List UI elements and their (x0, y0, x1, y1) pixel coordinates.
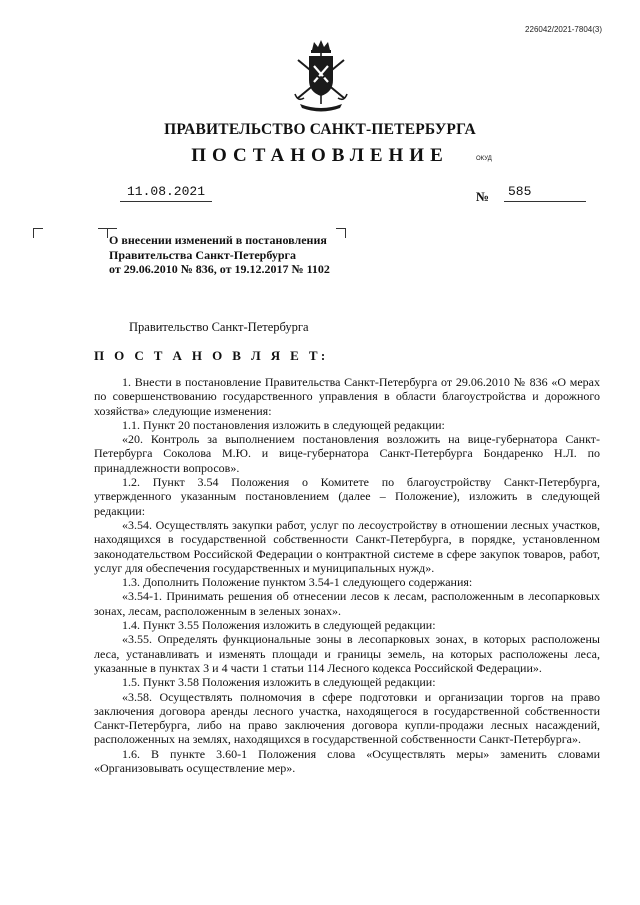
resolves-heading: П О С Т А Н О В Л Я Е Т: (94, 348, 329, 363)
document-date: 11.08.2021 (120, 184, 212, 202)
paragraph: 1.3. Дополнить Положение пунктом 3.54-1 следующего содержания: (122, 575, 473, 590)
document-subject (109, 233, 369, 277)
subject-line: от 29.06.2010 № 836, от 19.12.2017 № 1102 (109, 262, 330, 276)
government-heading: ПРАВИТЕЛЬСТВО САНКТ-ПЕТЕРБУРГА (164, 121, 476, 138)
paragraph: «3.54-1. Принимать решения об отнесении лесов к лесам, расположенным в лесопарковых зонах, лесам, расположенным в зеленых зонах». (94, 589, 600, 618)
number-label: № (476, 189, 490, 204)
paragraph: 1.1. Пункт 20 постановления изложить в следующей редакции: (122, 417, 445, 432)
paragraph: «20. Контроль за выполнением постановления возложить на вице-губернатора Санкт-Петербурга Соколова М.Ю. и вице-губернатора Санкт-Петербурга Бондаренко Н.Л. по принадлежности вопросов». (94, 432, 600, 475)
document-registration-number: 226042/2021-7804(3) (525, 25, 602, 34)
subject-line: О внесении изменений в постановления (109, 233, 327, 247)
corner-mark (33, 228, 43, 238)
okud-label: ОКУД (476, 156, 492, 162)
paragraph: 1. Внести в постановление Правительства Санкт-Петербурга от 29.06.2010 № 836 «О мерах по совершенствованию государственного управления в области благоустройства и дорожного хозяйства» следующие изменения: (94, 375, 600, 418)
subject-line: Правительства Санкт-Петербурга (109, 247, 297, 262)
paragraph: 1.6. В пункте 3.60-1 Положения слова «Осуществлять меры» заменить словами «Организовывать осуществление мер». (94, 746, 600, 776)
paragraph: 1.4. Пункт 3.55 Положения изложить в следующей редакции: (122, 618, 436, 633)
resolution-body (94, 375, 600, 775)
paragraph: «3.54. Осуществлять закупки работ, услуг по лесоустройству в отношении лесных участков, находящихся в государственной собственности Санкт-Петербурга, в порядке, установленном законодательством Российской Федерации о контрактной системе в сфере закупок товаров, работ, услуг для обеспечения государственных и муниципальных нужд». (94, 517, 600, 575)
document-type-title: ПОСТАНОВЛЕНИЕ (191, 145, 449, 166)
coat-of-arms-emblem (290, 38, 352, 112)
paragraph: 1.2. Пункт 3.54 Положения о Комитете по благоустройству Санкт-Петербурга, утвержденного указанным постановлением (далее – Положение), изложить в следующей редакции: (94, 475, 600, 518)
paragraph: «3.55. Определять функциональные зоны в лесопарковых зонах, в которых расположены леса, устанавливать и изменять площади и границы земель, на которых расположены леса, указанные в пунктах 3 и 4 части 1 статьи 114 Лесного кодекса Российской Федерации». (94, 632, 600, 675)
paragraph: «3.58. Осуществлять полномочия в сфере подготовки и организации торгов на право заключения договора аренды лесного участка, находящегося в государственной собственности Санкт-Петербурга, либо на право заключения договора купли-продажи лесных насаждений, расположенных на землях, находящихся в государственной собственности Санкт-Петербурга». (94, 689, 600, 747)
document-number: 585 (504, 184, 586, 202)
issuer-intro: Правительство Санкт-Петербурга (129, 320, 309, 334)
paragraph: 1.5. Пункт 3.58 Положения изложить в следующей редакции: (122, 675, 436, 690)
